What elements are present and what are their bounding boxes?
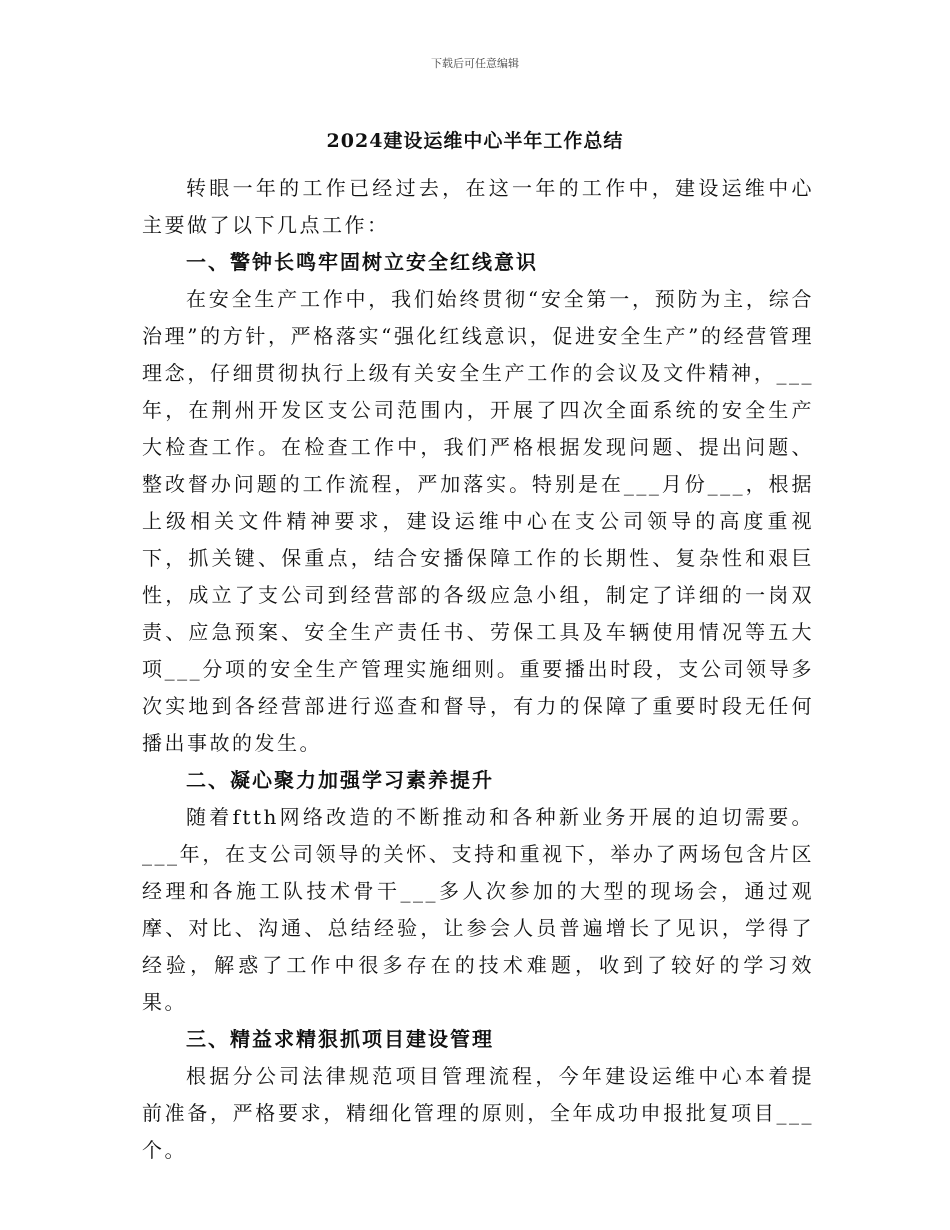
header-note: 下载后可任意编辑 [431, 57, 519, 70]
document-title: 2024建设运维中心半年工作总结 [326, 130, 624, 152]
intro-paragraph: 转眼一年的工作已经过去，在这一年的工作中，建设运维中心主要做了以下几点工作： [142, 176, 814, 237]
section-2-paragraph: 随着ftth网络改造的不断推动和各种新业务开展的迫切需要。___年，在支公司领导的关怀、支持和重视下，举办了两场包含片区经理和各施工队技术骨干___多人次参加的大型的现场会，通过观摩、对比、沟通、总结经验，让参会人员普遍增长了见识，学得了经验，解惑了工作中很多存在的技术难题，收到了较好的学习效果。 [142, 805, 814, 1014]
document-body [142, 170, 814, 1169]
section-1-paragraph: 在安全生产工作中，我们始终贯彻“安全第一，预防为主，综合治理”的方针，严格落实“强化红线意识，促进安全生产”的经营管理理念，仔细贯彻执行上级有关安全生产工作的会议及文件精神，___年，在荆州开发区支公司范围内，开展了四次全面系统的安全生产大检查工作。在检查工作中，我们严格根据发现问题、提出问题、整改督办问题的工作流程，严加落实。特别是在___月份___，根据上级相关文件精神要求，建设运维中心在支公司领导的高度重视下，抓关键、保重点，结合安播保障工作的长期性、复杂性和艰巨性，成立了支公司到经营部的各级应急小组，制定了详细的一岗双责、应急预案、安全生产责任书、劳保工具及车辆使用情况等五大项___分项的安全生产管理实施细则。重要播出时段，支公司领导多次实地到各经营部进行巡查和督导，有力的保障了重要时段无任何播出事故的发生。 [142, 287, 814, 755]
section-3-paragraph: 根据分公司法律规范项目管理流程，今年建设运维中心本着提前准备，严格要求，精细化管理的原则，全年成功申报批复项目___个。 [142, 1064, 814, 1162]
section-1-heading: 一、警钟长鸣牢固树立安全红线意识 [186, 250, 538, 274]
section-3-heading: 三、精益求精狠抓项目建设管理 [186, 1027, 494, 1051]
section-2-heading: 二、凝心聚力加强学习素养提升 [186, 768, 494, 792]
